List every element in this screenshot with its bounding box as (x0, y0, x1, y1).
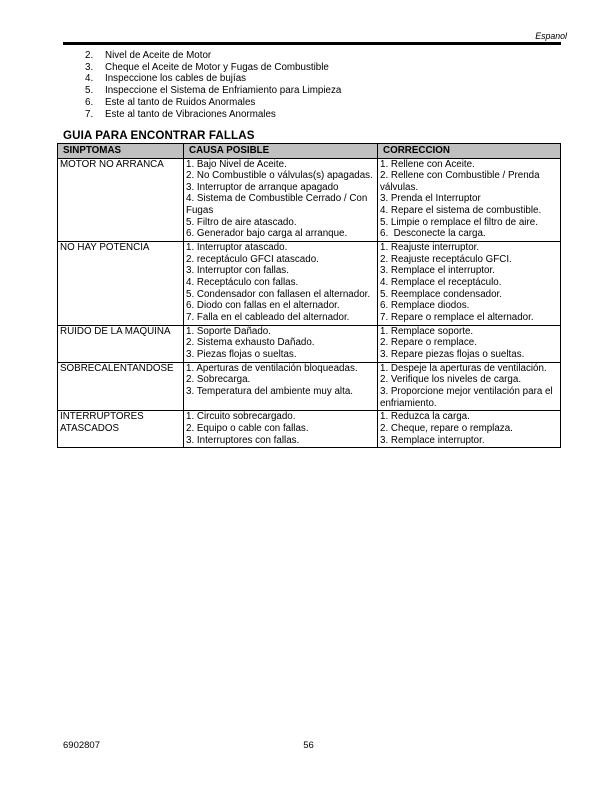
maintenance-checklist (85, 50, 341, 120)
correction-item: 2. Verifique los niveles de carga. (380, 374, 522, 386)
correction-item: 3. Prenda el Interruptor (380, 193, 481, 205)
correction-item: 5. Limpie o remplace el filtro de aire. (380, 216, 538, 228)
correction-item: 4. Remplace el receptáculo. (380, 277, 502, 289)
correction-item: 2. Reajuste receptáculo GFCI. (380, 253, 512, 265)
cause-item: 3. Interruptores con fallas. (186, 434, 300, 446)
cause-item: 2. receptáculo GFCI atascado. (186, 253, 319, 265)
checklist-item-number: 6. (85, 96, 94, 108)
symptom-text: MOTOR NO ARRANCA (60, 158, 164, 170)
language-label: Espanol (535, 31, 567, 41)
symptom-text: NO HAY POTENCIA (60, 242, 150, 254)
checklist-item (85, 50, 341, 62)
cause-item: 3. Piezas flojas o sueltas. (186, 349, 297, 360)
cause-item: 1. Bajo Nivel de Aceite. (186, 158, 287, 170)
causes-cell (184, 362, 378, 411)
cause-item: 5. Condensador con fallasen el alternador. (186, 288, 371, 300)
checklist-item-number: 5. (85, 85, 94, 97)
correction-item: 1. Remplace soporte. (380, 325, 474, 337)
symptom-cell (58, 242, 184, 326)
correction-item: 2. Cheque, repare o remplaza. (380, 422, 513, 434)
symptom-text: INTERRUPTORES ATASCADOS (60, 411, 146, 434)
cause-item: 1. Soporte Dañado. (186, 325, 271, 337)
correction-item: 3. Repare piezas flojas o sueltas. (380, 349, 525, 360)
cause-item: 3. Temperatura del ambiente muy alta. (186, 385, 354, 397)
corrections-cell (378, 158, 561, 242)
correction-item: 6. Remplace diodos. (380, 300, 470, 312)
checklist-item-text: Nivel de Aceite de Motor (105, 50, 212, 61)
symptom-text: SOBRECALENTANDOSE (60, 362, 174, 374)
checklist-item (85, 73, 341, 85)
cause-item: 1. Interruptor atascado. (186, 242, 288, 254)
column-header-correccion: CORRECCION (378, 144, 561, 159)
causes-cell (184, 411, 378, 448)
cause-item: 3. Interruptor con fallas. (186, 265, 289, 277)
corrections-cell (378, 411, 561, 448)
checklist-item-number: 3. (85, 61, 94, 73)
table-row (58, 158, 561, 242)
fault-guide-title: GUIA PARA ENCONTRAR FALLAS (63, 129, 255, 142)
cause-item: 2. Sistema exhausto Dañado. (186, 337, 315, 349)
fault-guide-table (57, 143, 561, 448)
cause-item: 7. Falla en el cableado del alternador. (186, 312, 350, 324)
correction-item: 1. Rellene con Aceite. (380, 158, 475, 170)
cause-item: 1. Aperturas de ventilación bloqueadas. (186, 362, 358, 374)
table-row (58, 362, 561, 411)
checklist-item-text: Inspeccione el Sistema de Enfriamiento para Limpieza (105, 85, 342, 97)
symptom-cell (58, 362, 184, 411)
symptom-cell (58, 411, 184, 448)
header-rule (63, 42, 561, 45)
corrections-cell (378, 242, 561, 326)
correction-item: 3. Proporcione mejor ventilación para el enfriamiento. (380, 385, 556, 409)
correction-item: 3. Remplace el interruptor. (380, 265, 495, 277)
cause-item: 3. Interruptor de arranque apagado (186, 181, 339, 193)
checklist-item (85, 97, 341, 109)
table-row (58, 325, 561, 362)
cause-item: 4. Sistema de Combustible Cerrado / Con Fugas (186, 193, 371, 217)
checklist-item (85, 85, 341, 97)
column-header-sinptomas: SINPTOMAS (58, 144, 184, 159)
checklist-item-text: Este al tanto de Vibraciones Anormales (105, 108, 276, 120)
footer-page-number: 56 (303, 740, 314, 751)
cause-item: 1. Circuito sobrecargado. (186, 411, 296, 423)
correction-item: 4. Repare el sistema de combustible. (380, 205, 542, 217)
causes-cell (184, 242, 378, 326)
cause-item: 2. Sobrecarga. (186, 374, 251, 386)
correction-item: 2. Rellene con Combustible / Prenda válvulas. (380, 170, 543, 193)
footer-document-number: 6902807 (63, 740, 100, 751)
column-header-causa-posible: CAUSA POSIBLE (184, 144, 378, 159)
correction-item: 6. Desconecte la carga. (380, 228, 486, 240)
table-header-row (58, 144, 561, 159)
causes-cell (184, 158, 378, 242)
correction-item: 1. Reduzca la carga. (380, 411, 470, 423)
cause-item: 2. No Combustible o válvulas(s) apagadas. (186, 170, 373, 182)
checklist-item (85, 109, 341, 121)
symptom-cell (58, 158, 184, 242)
table-row (58, 242, 561, 326)
symptom-cell (58, 325, 184, 362)
fault-table-body (58, 158, 561, 448)
cause-item: 6. Diodo con fallas en el alternador. (186, 300, 340, 312)
checklist-item-text: Este al tanto de Ruidos Anormales (105, 96, 256, 108)
checklist-item-number: 2. (85, 50, 94, 61)
correction-item: 7. Repare o remplace el alternador. (380, 312, 534, 324)
checklist-item-text: Inspeccione los cables de bujías (105, 73, 247, 85)
correction-item: 1. Despeje la aperturas de ventilación. (380, 362, 547, 374)
symptom-text: RUIDO DE LA MAQUINA (60, 325, 171, 337)
correction-item: 5. Reemplace condensador. (380, 288, 502, 300)
checklist-item-text: Cheque el Aceite de Motor y Fugas de Combustible (105, 61, 329, 73)
correction-item: 1. Reajuste interruptor. (380, 242, 480, 254)
cause-item: 4. Receptáculo con fallas. (186, 277, 299, 289)
table-row (58, 411, 561, 448)
checklist-item-number: 7. (85, 108, 94, 120)
cause-item: 5. Filtro de aire atascado. (186, 216, 297, 228)
checklist-item-number: 4. (85, 73, 94, 85)
cause-item: 2. Equipo o cable con fallas. (186, 422, 309, 434)
cause-item: 6. Generador bajo carga al arranque. (186, 228, 348, 240)
correction-item: 3. Remplace interruptor. (380, 434, 485, 446)
causes-cell (184, 325, 378, 362)
corrections-cell (378, 325, 561, 362)
correction-item: 2. Repare o remplace. (380, 337, 477, 349)
corrections-cell (378, 362, 561, 411)
checklist-item (85, 62, 341, 74)
